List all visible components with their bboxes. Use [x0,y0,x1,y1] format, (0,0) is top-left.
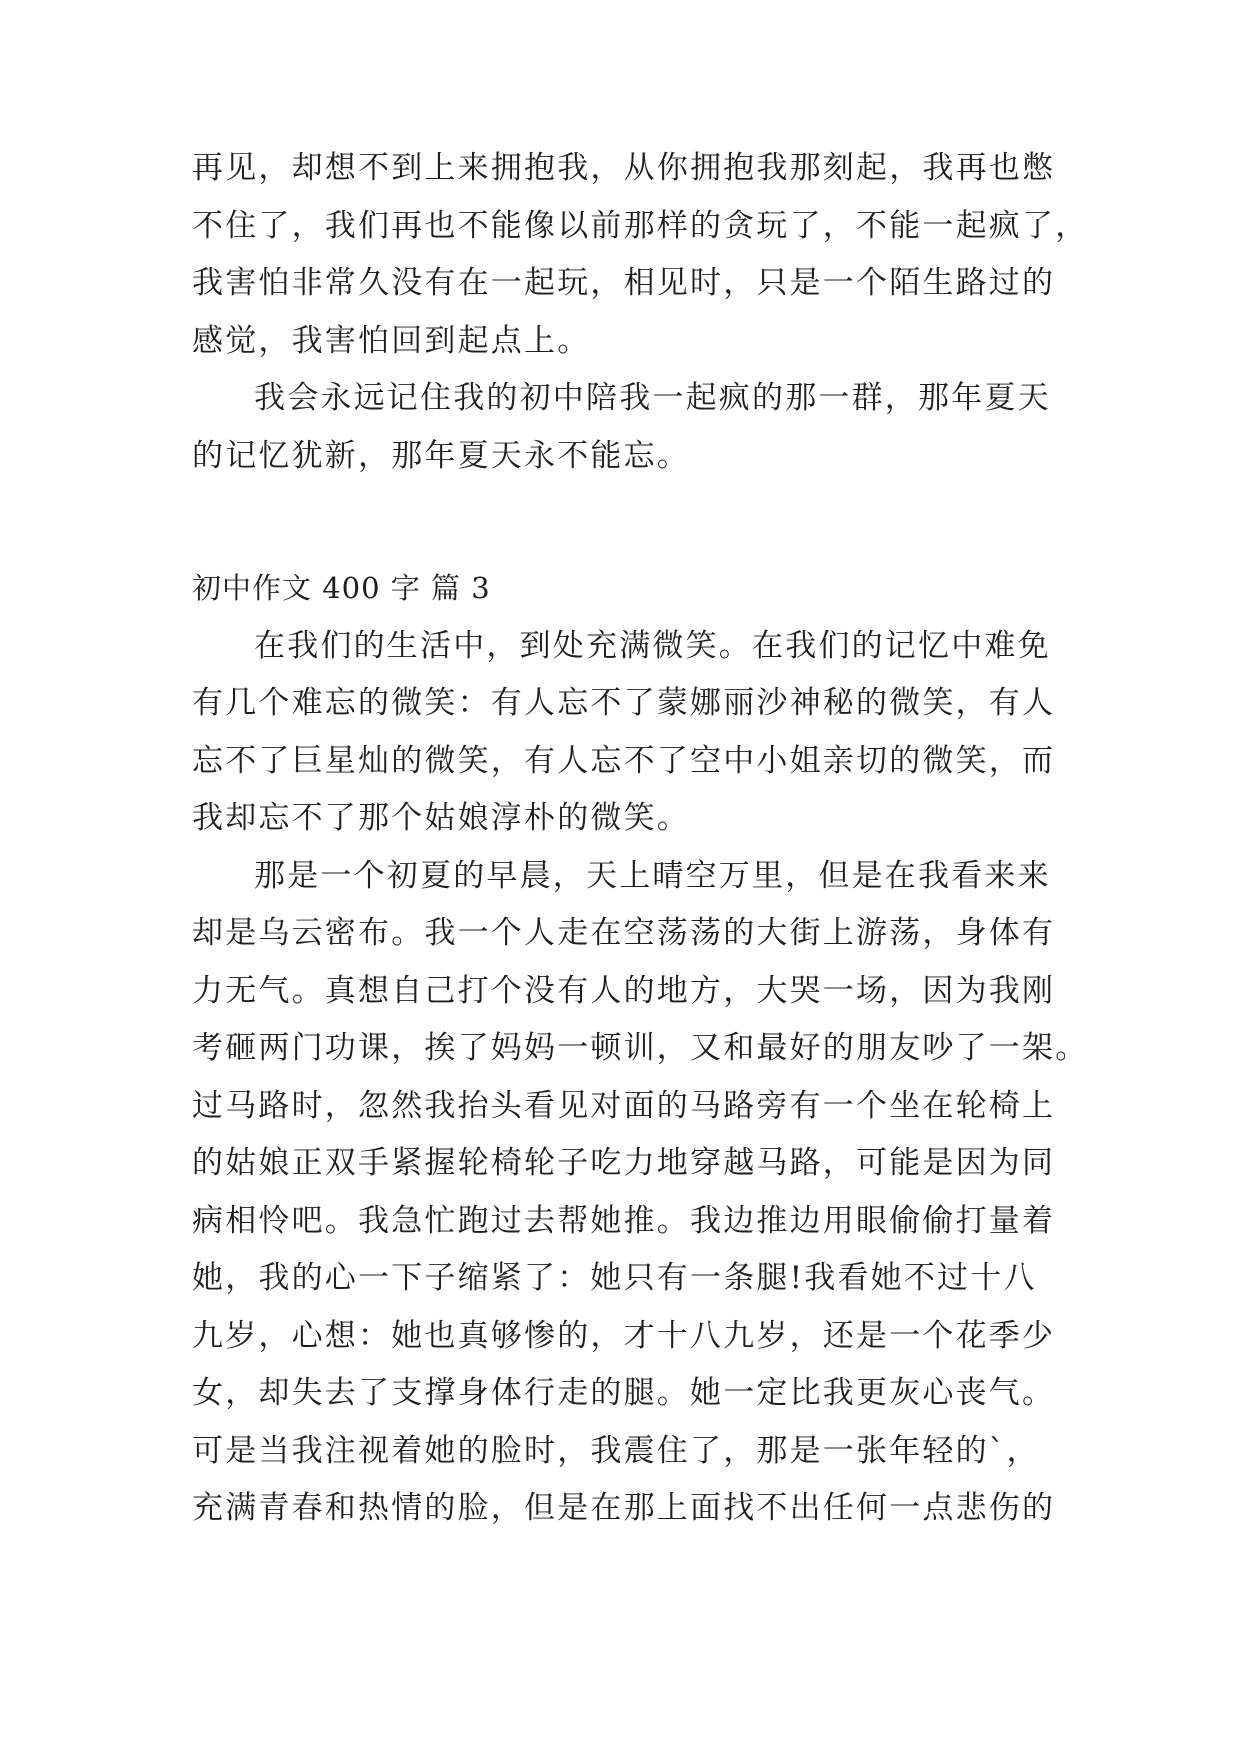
text-line: 感觉，我害怕回到起点上。 [192,323,591,359]
text-line: 再见，却想不到上来拥抱我，从你拥抱我那刻起，我再也憋 [192,150,1056,186]
text-line: 在我们的生活中，到处充满微笑。在我们的记忆中难免 [254,628,1051,664]
text-line: 充满青春和热情的脸，但是在那上面找不出任何一点悲伤的 [192,1490,1056,1526]
text-line: 考砸两门功课，挨了妈妈一顿训，又和最好的朋友吵了一架。 [192,1030,1089,1066]
text-line: 我却忘不了那个姑娘淳朴的微笑。 [192,800,690,836]
text-line: 过马路时，忽然我抬头看见对面的马路旁有一个坐在轮椅上 [192,1088,1056,1124]
text-line: 却是乌云密布。我一个人走在空荡荡的大街上游荡，身体有 [192,915,1056,951]
text-line: 九岁，心想：她也真够惨的，才十八九岁，还是一个花季少 [192,1318,1056,1354]
text-line: 有几个难忘的微笑：有人忘不了蒙娜丽沙神秘的微笑，有人 [192,685,1056,721]
text-line: 女，却失去了支撑身体行走的腿。她一定比我更灰心丧气。 [192,1375,1056,1411]
text-line: 病相怜吧。我急忙跑过去帮她推。我边推边用眼偷偷打量着 [192,1203,1056,1239]
text-line: 力无气。真想自己打个没有人的地方，大哭一场，因为我刚 [192,973,1056,1009]
text-line: 的姑娘正双手紧握轮椅轮子吃力地穿越马路，可能是因为同 [192,1145,1056,1181]
text-line: 我会永远记住我的初中陪我一起疯的那一群，那年夏天 [254,380,1051,416]
text-line: 我害怕非常久没有在一起玩，相见时，只是一个陌生路过的 [192,265,1056,301]
text-line: 忘不了巨星灿的微笑，有人忘不了空中小姐亲切的微笑，而 [192,743,1056,779]
text-line: 那是一个初夏的早晨，天上晴空万里，但是在我看来来 [254,858,1051,894]
text-line: 她，我的心一下子缩紧了：她只有一条腿!我看她不过十八 [192,1260,1037,1296]
text-line: 可是当我注视着她的脸时，我震住了，那是一张年轻的`， [192,1433,1040,1469]
section-heading: 初中作文 400 字 篇 3 [192,571,491,605]
text-line: 不住了，我们再也不能像以前那样的贪玩了，不能一起疯了， [192,208,1089,244]
text-line: 的记忆犹新，那年夏天永不能忘。 [192,438,690,474]
